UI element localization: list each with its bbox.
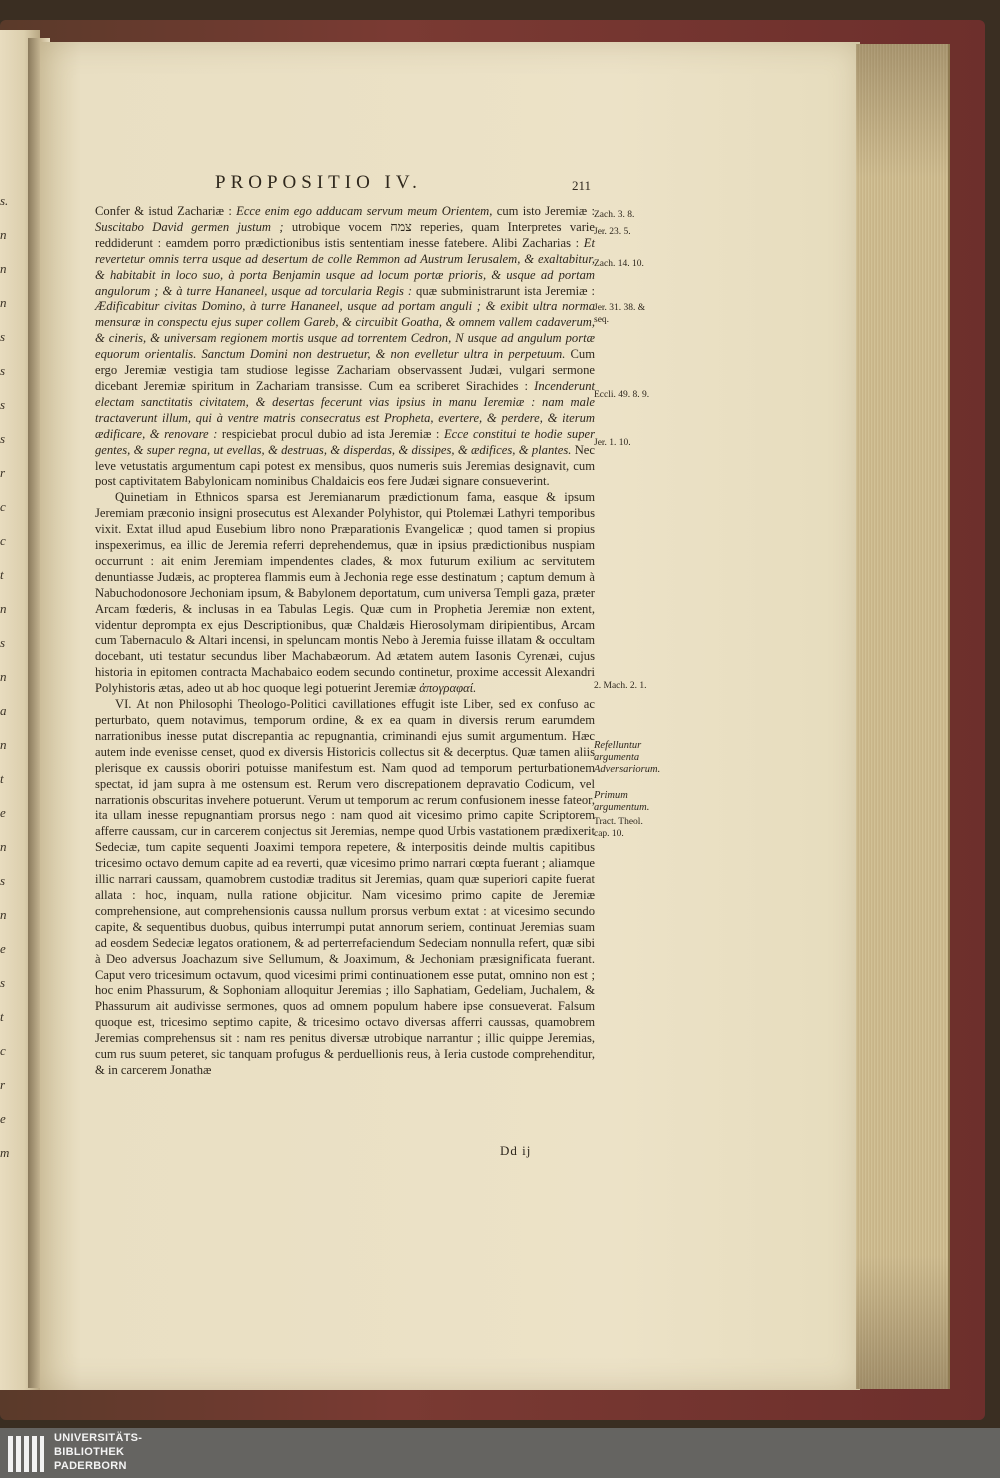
text-run: Nec leve vetustatis argumentum capi potest ex mensibus, quos numeris suis Jeremias designavit, cum post captivitatem Babylonicam nominibus Chaldaicis eos fere Judæi signare consueverint. <box>95 442 595 489</box>
left-page-fragment: s <box>0 975 6 990</box>
left-page-fragment: n <box>0 295 7 310</box>
left-page-fragment: n <box>0 737 7 752</box>
italic-run: Incenderunt electam sanctitatis civitatem, & desertas fecerunt vias ipsius in manu Ieremiæ : nam male tractaverunt illum, qui à ventre matris consecratus est Propheta, evertere, & perdere, & iterum ædificare, & renovare : <box>95 378 595 441</box>
margin-note: Zach. 3. 8. <box>594 210 635 220</box>
margin-note: Jer. 1. 10. <box>594 438 631 448</box>
left-page-fragment: n <box>0 601 7 616</box>
margin-note: 2. Mach. 2. 1. <box>594 681 647 691</box>
left-page-fragment: s <box>0 635 6 650</box>
left-page-fragment: s <box>0 397 6 412</box>
left-page-fragment: t <box>0 771 4 786</box>
text-run: VI. At non Philosophi Theologo-Politici cavillationes effugit iste Liber, sed ex confuso ac perturbato, quem notavimus, temporum ordine, & ex ea quam in diversis rerum earumdem narrationibus inesse putat discrepantia ac repugnantia, criminandi ejus sumit argumentum. Hæc autem inde evenisse censet, quod ex diversis Historicis collectus sit & decerptus. Quæ tamen aliis plerisque ex caussis oboriri potuisse manifestum est. Nam quod ad temporum perturbationem spectat, id jam supra à me ostensum est. Rerum vero discrepationem depravatio Codicum, vel narrationis obscuritas invehere potuerunt. Verum ut temporum ac rerum confusionem inesse fateor, ita ullam inesse repugnantiam prorsus nego : nam quod ait vicesimo primo capite Scriptorem afferre caussam, cur in carcerem conjectus sit Jeremias, nempe quod Urbis vastationem prædixerit Sedeciæ, tum capite sequenti Joaximi tempora repetere, & interpositis deinde multis capitibus tricesimo octavo demum capite ad ea reverti, quæ vicesimo primo narrari cœpta fuerant ; aliamque illic narrari caussam, quamobrem custodiæ traditus sit Jeremias, quam quæ superiori capite fuerat allata : hoc, inquam, nulla ratione objicitur. Nam vicesimo primo capite de Jeremiæ comprehensione, aut comprehensionis caussa nullum prorsus verbum extat : at vicesimo secundo capite, & sequentibus duobus, quibus interrumpi putat annorum seriem, continuat Jeremias suam ad eosdem Sedeciæ legatos orationem, & ad perterrefaciendum Sedeciam nonnulla refert, quæ sibi à Deo adversus Joachazum sive Sellumum, & Joaximum, & Jechoniam præsignificata fuerant. Caput vero tricesimum octavum, quod vicesimi primi continuationem esse putat, omnino non est ; hoc enim Phassurum, & Sophoniam alloquitur Jeremias ; illo Saphatiam, Gedeliam, Juchalem, & Phassurum ait audivisse sermones, quos ad omnem populum habere ipse consueverat. Falsum quoque est, tricesimo septimo capite, & tricesimo octavo diversas afferri caussas, quamobrem Jeremias comprehensus sit : nam res penitus diversæ utrobique narrantur ; illic quippe Jeremias, cum rus suum peteret, sic tanquam profugus & perduellionis reus, à Ieria custode comprehenditur, & in carcerem Jonathæ <box>95 697 595 1077</box>
left-page-fragment: e <box>0 1111 6 1126</box>
left-page-fragment: r <box>0 1077 6 1092</box>
left-page-fragment: s <box>0 873 6 888</box>
left-page-fragment: s <box>0 329 6 344</box>
margin-note: Zach. 14. 10. <box>594 259 644 269</box>
left-page-fragment: s <box>0 363 6 378</box>
left-page-fragment: r <box>0 465 6 480</box>
left-page-fragment: t <box>0 1009 4 1024</box>
footer-bar <box>0 1428 1000 1478</box>
margin-note: Primum argumentum. <box>594 790 650 813</box>
text-run: cum isto Jeremiæ : <box>492 204 595 218</box>
italic-run: Ecce constitui te hodie super gentes, & super regna, ut evellas, & destruas, & disperdas, & dissipes, & ædifices, & plantes. <box>95 426 595 457</box>
text-run: Confer & istud Zachariæ : <box>95 204 237 218</box>
paragraph-1 <box>95 204 595 490</box>
left-page-fragment: a <box>0 703 7 718</box>
text-run: Quinetiam in Ethnicos sparsa est Jeremianarum prædictionum fama, easque & ipsum Jeremiam præconio insigni prosecutus est Alexander Polyhistor, qui Ptolemæi Lathyri temporibus vixit. Extat illud apud Eusebium libro nono Præparationis Evangelicæ ; quod tamen si propius inspexerimus, ea illic de Jeremia referri deprehendemus, quæ in ipsius prædictionibus nuspiam occurrunt : ait enim Jeremiam impendentes clades, & mox futurum exilium ac servitutem denuntiasse Judæis, ac propterea flammis eum à Jechonia rege esse destinatum ; captum demum à Nabuchodonosore Jechoniam ipsum, & Babylonem deportatum, cum universa Templi gaza, præter Arcam fœderis, & inclusas in ea Tabulas Legis. Quæ cum in Prophetia Jeremiæ non extent, videntur deprompta ex ejus Descriptionibus, quæ Chaldæis Hierosolymam diripientibus, Arcam cum Tabernaculo & Altari incensi, in speluncam montis Nebo à Jeremia fuisse illatam & occultam docebant, uti testatur secundus liber Machabæorum. Ad ætatem autem Iasonis Cyrenæi, cujus historia in epitomen contracta Machabaico eodem secundo continetur, proxime accessit Alexandri Polyhistoris ætas, adeo ut ab hoc quoque legi potuerint Jeremiæ <box>95 490 595 696</box>
left-page-fragment: n <box>0 261 7 276</box>
library-name: UNIVERSITÄTS- BIBLIOTHEK PADERBORN <box>54 1432 143 1472</box>
body-text <box>95 204 595 1079</box>
text-run: utrobique vocem צמח reperies, quam Interpretes varie reddiderunt : eamdem porro prædictionibus istis sententiam inesse fatebere. Alibi Zacharias : <box>95 219 595 250</box>
margin-note: Jer. 23. 5. <box>594 227 631 237</box>
left-page-fragment: n <box>0 839 7 854</box>
italic-run: Ecce enim ego adducam servum meum Orientem, <box>236 204 493 218</box>
library-logo-icon <box>6 1434 46 1474</box>
left-page-fragment: c <box>0 533 6 548</box>
left-page-fragment: c <box>0 499 6 514</box>
left-page-fragment: n <box>0 669 7 684</box>
text-run: Cum ergo Jeremiæ vestigia tam studiose legisse Zachariam observassent Judæi, vulgari sermone dicebant Jeremiæ spiritum in Zachariam transisse. Cum ea scriberet Sirachides : <box>95 347 595 393</box>
paragraph-2 <box>95 490 595 697</box>
italic-run: Suscitabo David germen justum ; <box>95 219 284 234</box>
left-page-fragment: n <box>0 227 7 242</box>
left-page-fragment: s <box>0 431 6 446</box>
margin-note: Eccli. 49. 8. 9. <box>594 390 650 400</box>
text-run: respiciebat procul dubio ad ista Jeremiæ : <box>217 426 444 441</box>
running-head <box>215 172 605 202</box>
text-run: quæ subministrarunt ista Jeremiæ : <box>412 283 595 298</box>
italic-run: ἀπογραφαί. <box>419 681 477 696</box>
paragraph-3 <box>95 697 595 1079</box>
left-page-fragment: c <box>0 1043 6 1058</box>
left-page-fragment: t <box>0 567 4 582</box>
italic-run: Ædificabitur civitas Domino, à turre Hananeel, usque ad portam anguli ; & exibit ultra norma mensuræ in conspectu ejus super collem Gareb, & circuibit Goatha, & omnem vallem cadaverum, & cineris, & universam regionem mortis usque ad torrentem Cedron, N usque ad angulum portæ equorum orientalis. Sanctum Domini non destruetur, & non evelletur ultra in perpetuum. <box>95 299 595 362</box>
margin-note: Refelluntur argumenta Adversariorum. <box>594 740 661 775</box>
signature-mark: Dd ij <box>500 1143 532 1158</box>
page-heading: PROPOSITIO IV. <box>215 172 422 193</box>
page-number: 211 <box>572 178 592 193</box>
left-page-fragment: m <box>0 1145 10 1160</box>
margin-note: Jer. 31. 38. & seq. <box>594 303 646 325</box>
margin-note: Tract. Theol. cap. 10. <box>594 817 643 839</box>
italic-run: Et revertetur omnis terra usque ad desertum de colle Remmon ad Austrum Ierusalem, & exaltabitur, & habitabit in loco suo, à porta Benjamin usque ad locum portæ prioris, & usque ad portam angulorum ; & à turre Hananeel, usque ad torcularia Regis : <box>95 235 595 298</box>
left-page-fragment: e <box>0 805 6 820</box>
left-page-fragment: s. <box>0 193 9 208</box>
left-page-fragment: e <box>0 941 6 956</box>
left-page-fragment: n <box>0 907 7 922</box>
